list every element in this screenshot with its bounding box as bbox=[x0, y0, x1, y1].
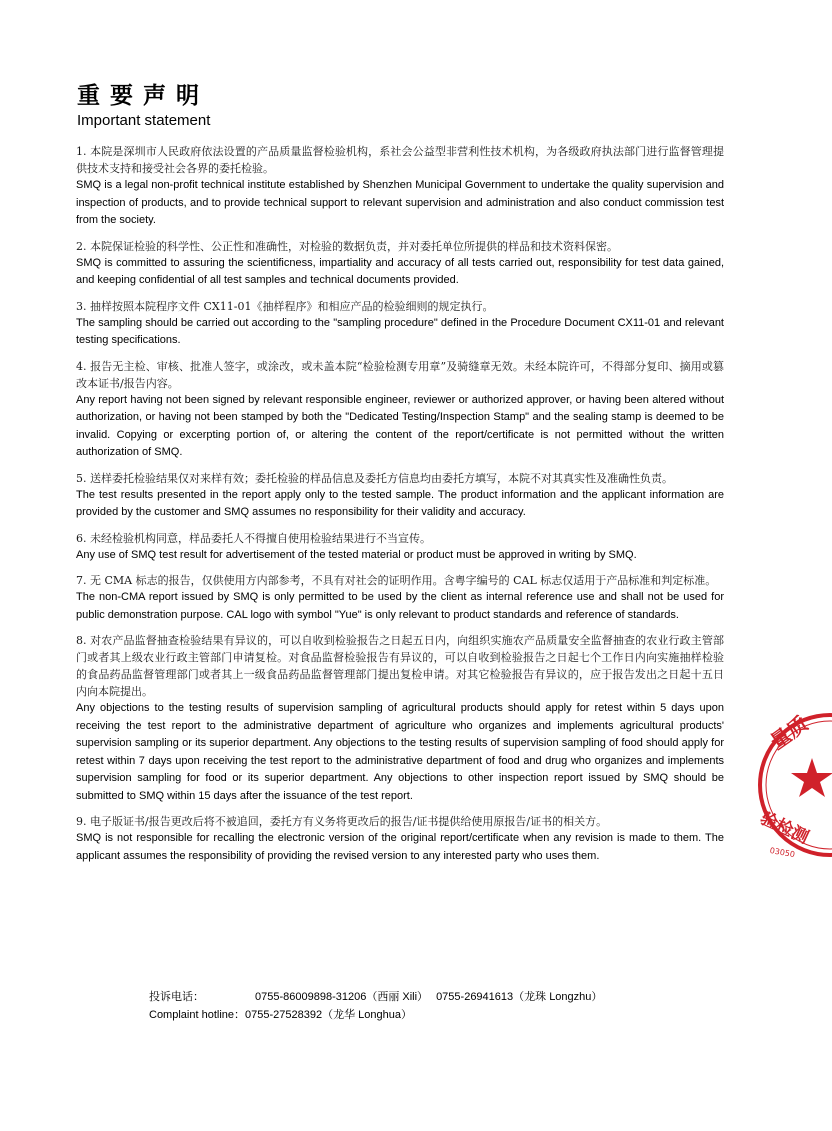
statement-text-en: Any use of SMQ test result for advertisement of the tested material or product must be approved in writing by SMQ. bbox=[76, 548, 637, 561]
official-seal-stamp bbox=[752, 700, 832, 870]
statement-text-cn: 2. 本院保证检验的科学性、公正性和准确性，对检验的数据负责，并对委托单位所提供的样品和技术资料保密。 bbox=[76, 239, 618, 253]
statement-text-cn: 1. 本院是深圳市人民政府依法设置的产品质量监督检验机构，系社会公益型非营利性技术机构，为各级政府执法部门进行监督管理提供技术支持和接受社会各界的委托检验。 bbox=[76, 145, 724, 175]
seal-text-mid: 验检测 bbox=[756, 808, 812, 849]
statement-list bbox=[76, 143, 724, 873]
statement-item-1 bbox=[76, 143, 724, 230]
statement-item-4 bbox=[76, 358, 724, 462]
seal-text-top: 量质 bbox=[765, 711, 813, 754]
statement-text-en: The non-CMA report issued by SMQ is only permitted to be used by the client as internal reference use and shall not be used for public demonstration purpose. CAL logo with symbol "Yue" is only relevant to product standards and reference of standards. bbox=[76, 591, 724, 621]
hotline-row-1 bbox=[149, 988, 749, 1006]
statement-text-cn: 7. 无 CMA 标志的报告，仅供使用方内部参考，不具有对社会的证明作用。含粤字编号的 CAL 标志仅适用于产品标准和判定标准。 bbox=[76, 574, 717, 587]
complaint-hotline bbox=[149, 988, 749, 1024]
statement-text-en: SMQ is not responsible for recalling the electronic version of the original report/certificate when any revision is made to them. The applicant assumes the responsibility of providing the revised version to any interested party who uses them. bbox=[76, 832, 724, 862]
statement-text-cn: 3. 抽样按照本院程序文件 CX11-01《抽样程序》和相应产品的检验细则的规定执行。 bbox=[76, 299, 494, 313]
statement-text-cn: 6. 未经检验机构同意，样品委托人不得擅自使用检验结果进行不当宣传。 bbox=[76, 531, 431, 545]
hotline-number-xili: 0755-86009898-31206（西丽 Xili） bbox=[255, 991, 429, 1003]
hotline-label-cn: 投诉电话： bbox=[149, 990, 204, 1003]
statement-item-3 bbox=[76, 298, 724, 350]
statement-item-6 bbox=[76, 530, 724, 565]
page-title-cn: 重要声明 bbox=[77, 82, 209, 109]
statement-text-en: The test results presented in the report apply only to the tested sample. The product information and the applicant information are provided by the customer and SMQ assumes no responsibility for their validity and accuracy. bbox=[76, 488, 724, 518]
statement-text-cn: 5. 送样委托检验结果仅对来样有效；委托检验的样品信息及委托方信息均由委托方填写，本院不对其真实性及准确性负责。 bbox=[76, 471, 673, 485]
statement-item-2 bbox=[76, 238, 724, 290]
statement-text-en: The sampling should be carried out according to the "sampling procedure" defined in the Procedure Document CX11-01 and relevant testing specifications. bbox=[76, 316, 724, 346]
hotline-row-2: Complaint hotline：0755-27528392（龙华 Longhua） bbox=[149, 1009, 412, 1021]
statement-item-8 bbox=[76, 632, 724, 805]
statement-text-en: SMQ is a legal non-profit technical institute established by Shenzhen Municipal Government to undertake the quality supervision and inspection of products, and to provide technical support to relevant supervision and administration and also conduct commission test from the society. bbox=[76, 179, 724, 226]
statement-item-5 bbox=[76, 470, 724, 522]
seal-serial: 03050 bbox=[768, 845, 796, 860]
statement-text-cn: 8. 对农产品监督抽查检验结果有异议的，可以自收到检验报告之日起五日内，向组织实施农产品质量安全监督抽查的农业行政主管部门或者其上级农业行政主管部门申请复检。对食品监督检验报告有异议的，可以自收到检验报告之日起七个工作日内向实施抽样检验的食品药品监督管理部门或者其上一级食品药品监督管理部门提出复检申请。对其它检验报告有异议的，应于报告发出之日起十五日内向本院提出。 bbox=[76, 634, 724, 698]
statement-text-en: Any report having not been signed by relevant responsible engineer, reviewer or authorized approver, or having been altered without authorization, or having not been stamped by both the "Dedicated Testing/Inspection Stamp" and the sealing stamp is deemed to be invalid. Copying or excerpting portion of, or altering the content of the report/certificate is not permitted without the written authorization of SMQ. bbox=[76, 393, 724, 458]
statement-text-en: SMQ is committed to assuring the scientificness, impartiality and accuracy of all tests carried out, responsibility for test data gained, and keeping confidential of all test samples and technical documents provided. bbox=[76, 256, 724, 286]
statement-text-en: Any objections to the testing results of supervision sampling of agricultural products should apply for retest within 5 days upon receiving the test report to the administrative department of agriculture who organizes and implements agricultural products' supervision sampling or its superior department. Any objections to the testing results of supervision sampling of food should apply for retest within 7 days upon receiving the test report to the administrative department of food and drug who organizes and implements supervision sampling for food or its superior department. Any objections to other inspection report issued by SMQ should be submitted to SMQ within 15 days after the issuance of the test report. bbox=[76, 702, 724, 802]
statement-text-cn: 9. 电子版证书/报告更改后将不被追回，委托方有义务将更改后的报告/证书提供给使用原报告/证书的相关方。 bbox=[76, 815, 608, 828]
hotline-number-longzhu: 0755-26941613（龙珠 Longzhu） bbox=[436, 991, 603, 1003]
statement-item-7 bbox=[76, 572, 724, 624]
statement-text-cn: 4. 报告无主检、审核、批准人签字，或涂改，或未盖本院“检验检测专用章”及骑缝章无效。未经本院许可，不得部分复印、摘用或篡改本证书/报告内容。 bbox=[76, 359, 724, 390]
statement-item-9 bbox=[76, 813, 724, 865]
seal-star-icon bbox=[791, 758, 832, 797]
page-title-en: Important statement bbox=[77, 112, 211, 129]
